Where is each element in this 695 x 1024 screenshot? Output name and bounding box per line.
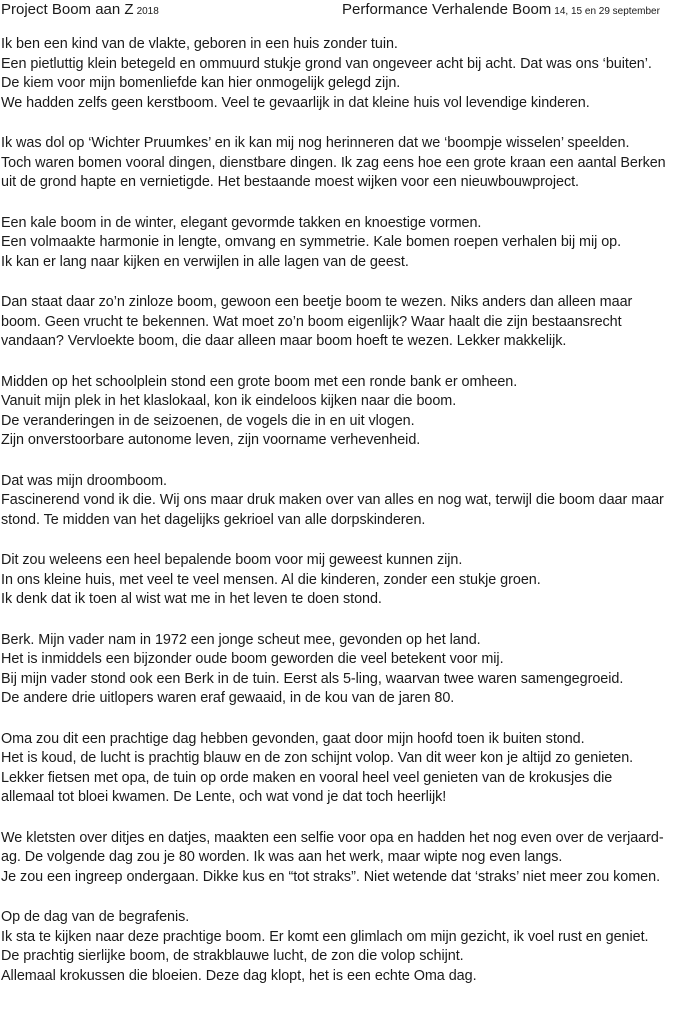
story-line: In ons kleine huis, met veel te veel mensen. Al die kinderen, zonder een stukje groen. [1, 571, 541, 588]
project-heading [1, 1, 159, 18]
story-line: De andere drie uitlopers waren eraf gewaaid, in de kou van de jaren 80. [1, 690, 455, 706]
story-line: Ik ben een kind van de vlakte, geboren in een huis zonder tuin. [1, 36, 398, 52]
story-line: uit de grond hapte en vernietigde. Het bestaande moest wijken voor een nieuwbouwproject. [1, 174, 579, 190]
story-line: Midden op het schoolplein stond een grote boom met een ronde bank er omheen. [1, 373, 518, 390]
story-line: Lekker fietsen met opa, de tuin op orde maken en vooral heel veel genieten van de krokusjes die [1, 769, 613, 786]
story-paragraph [1, 908, 693, 986]
story-line: Een volmaakte harmonie in lengte, omvang en symmetrie. Kale bomen roepen verhalen bij mij op. [1, 234, 622, 250]
story-line: Dat was mijn droomboom. [1, 472, 168, 489]
story-line: ag. De volgende dag zou je 80 worden. Ik was aan het werk, maar wipte nog even langs. [1, 849, 563, 865]
performance-heading [342, 1, 660, 18]
story-line: De kiem voor mijn bomenliefde kan hier onmogelijk gelegd zijn. [1, 75, 401, 91]
story-line: Fascinerend vond ik die. Wij ons maar druk maken over van alles en nog wat, terwijl die boom daar maar [1, 492, 664, 508]
story-line: Het is inmiddels een bijzonder oude boom geworden die veel betekent voor mij. [1, 651, 504, 667]
story-paragraph [1, 551, 693, 610]
story-line: Dan staat daar zo’n zinloze boom, gewoon een beetje boom te wezen. Niks anders dan alleen maar [1, 294, 633, 310]
story-line: We kletsten over ditjes en datjes, maakten een selfie voor opa en hadden het nog even over de verjaard- [1, 829, 664, 846]
story-paragraph [1, 293, 693, 352]
story-line: Een pietluttig klein betegeld en ommuurd stukje grond van ongeveer acht bij acht. Dat was ons ‘buiten’. [1, 55, 652, 72]
story-paragraph [1, 631, 693, 709]
story-line: Ik denk dat ik toen al wist wat me in het leven te doen stond. [1, 591, 382, 607]
story-line: vandaan? Vervloekte boom, die daar alleen maar boom hoeft te wezen. Lekker makkelijk. [1, 333, 567, 349]
page-header [0, 1, 695, 21]
story-line: De veranderingen in de seizoenen, de vogels die in en uit vlogen. [1, 412, 415, 429]
story-line: Een kale boom in de winter, elegant gevormde takken en knoestige vormen. [1, 214, 482, 231]
story-paragraph [1, 829, 693, 888]
story-line: Zijn onverstoorbare autonome leven, zijn voorname verhevenheid. [1, 432, 421, 448]
story-line: boom. Geen vrucht te bekennen. Wat moet zo’n boom eigenlijk? Waar haalt die zijn bestaansrecht [1, 313, 622, 330]
story-paragraph [1, 373, 693, 451]
story-paragraph [1, 214, 693, 273]
story-line: Allemaal krokussen die bloeien. Deze dag klopt, het is een echte Oma dag. [1, 967, 477, 984]
story-paragraph [1, 472, 693, 531]
project-title: Project Boom aan Z [1, 1, 134, 18]
story-line: De prachtig sierlijke boom, de strakblauwe lucht, de zon die volop schijnt. [1, 948, 464, 964]
story-line: Het is koud, de lucht is prachtig blauw en de zon schijnt volop. Van dit weer kon je altijd zo genieten. [1, 750, 634, 766]
performance-dates: 14, 15 en 29 september [554, 6, 660, 17]
story-paragraph [1, 134, 693, 193]
project-year: 2018 [136, 6, 159, 17]
story-line: Ik was dol op ‘Wichter Pruumkes’ en ik kan mij nog herinneren dat we ‘boompje wisselen’ speelden. [1, 135, 630, 151]
story-text [1, 35, 693, 1007]
story-line: Toch waren bomen vooral dingen, dienstbare dingen. Ik zag eens hoe een grote kraan een aantal Berken [1, 154, 666, 171]
story-paragraph [1, 730, 693, 808]
story-line: Vanuit mijn plek in het klaslokaal, kon ik eindeloos kijken naar die boom. [1, 393, 457, 409]
story-line: Ik kan er lang naar kijken en verwijlen in alle lagen van de geest. [1, 253, 409, 270]
story-line: Ik sta te kijken naar deze prachtige boom. Er komt een glimlach om mijn gezicht, ik voel rust en geniet. [1, 928, 649, 945]
story-line: Op de dag van de begrafenis. [1, 909, 190, 925]
story-line: We hadden zelfs geen kerstboom. Veel te gevaarlijk in dat kleine huis vol levendige kinderen. [1, 94, 590, 111]
story-line: allemaal tot bloei kwamen. De Lente, och wat vond je dat toch heerlijk! [1, 789, 447, 805]
story-line: Oma zou dit een prachtige dag hebben gevonden, gaat door mijn hoofd toen ik buiten stond. [1, 730, 585, 747]
story-line: Je zou een ingreep ondergaan. Dikke kus en “tot straks”. Niet wetende dat ‘straks’ niet meer zou komen. [1, 868, 661, 885]
story-line: Bij mijn vader stond ook een Berk in de tuin. Eerst als 5-ling, waarvan twee waren samengegroeid. [1, 670, 624, 687]
story-line: Dit zou weleens een heel bepalende boom voor mij geweest kunnen zijn. [1, 552, 463, 568]
performance-title: Performance Verhalende Boom [342, 1, 552, 18]
story-paragraph [1, 35, 693, 113]
story-line: Berk. Mijn vader nam in 1972 een jonge scheut mee, gevonden op het land. [1, 631, 481, 648]
story-line: stond. Te midden van het dagelijks gekrioel van alle dorpskinderen. [1, 511, 426, 528]
